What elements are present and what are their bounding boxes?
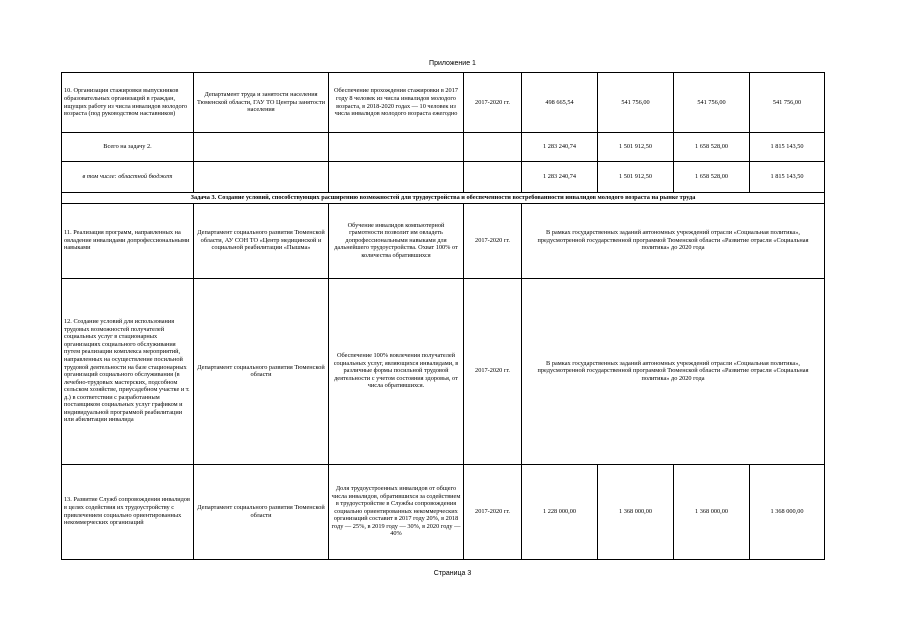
measure-name: 12. Создание условий для использования трудовых возможностей получателей социальных услуг в стационарных организациях социального обслуживания путем реализации комплекса мероприятий, направленных на осуществление посильной трудовой деятельности на базе стационарных организаций социального обслуживания (в лечебно-трудовых мастерских, подсобном сельском хозяйстве, приусадебном участке и т. д.) в соответствии с разработанным поставщиком социальных услуг графиком и индивидуальной программой реабилитации или абилитации инвалида	[62, 278, 194, 464]
value-2019: 1 658 528,00	[674, 133, 750, 162]
table-row	[62, 278, 825, 464]
table-row	[62, 203, 825, 278]
empty-cell	[464, 133, 522, 162]
table-row	[62, 73, 825, 133]
value-2017: 498 665,54	[522, 73, 598, 133]
task-3-heading: Задача 3. Создание условий, способствующих расширению возможностей для трудоустройства и обеспеченности востребованности инвалидов молодого возраста на рынке труда	[62, 193, 825, 204]
table-row	[62, 162, 825, 193]
value-2018: 1 501 912,50	[598, 162, 674, 193]
value-2020: 1 815 143,50	[750, 162, 825, 193]
value-2017: 1 283 240,74	[522, 162, 598, 193]
executor: Департамент социального развития Тюменской области	[194, 464, 329, 559]
expected-result: Обучение инвалидов компьютерной грамотности позволит им овладеть допрофессиональными навыками для дальнейшего трудоустройства. Охват 100% от количества обратившихся	[329, 203, 464, 278]
value-2017: 1 228 000,00	[522, 464, 598, 559]
value-2018: 541 756,00	[598, 73, 674, 133]
period: 2017-2020 гг.	[464, 278, 522, 464]
measure-name: 10. Организация стажировки выпускников образовательных организаций в граждан, ищущих работу из числа инвалидов молодого возраста (под руководством наставников)	[62, 73, 194, 133]
table-row	[62, 193, 825, 204]
period: 2017-2020 гг.	[464, 203, 522, 278]
measure-name: 11. Реализация программ, направленных на овладение инвалидами допрофессиональными навыками	[62, 203, 194, 278]
period: 2017-2020 гг.	[464, 73, 522, 133]
value-2019: 1 368 000,00	[674, 464, 750, 559]
value-2018: 1 501 912,50	[598, 133, 674, 162]
regional-budget-label: в том числе: областной бюджет	[62, 162, 194, 193]
value-2020: 1 815 143,50	[750, 133, 825, 162]
empty-cell	[194, 162, 329, 193]
empty-cell	[194, 133, 329, 162]
value-2019: 1 658 528,00	[674, 162, 750, 193]
empty-cell	[329, 133, 464, 162]
table-row	[62, 464, 825, 559]
table-row	[62, 133, 825, 162]
funding-note: В рамках государственных заданий автономных учреждений отрасли «Социальная политика», предусмотренной государственной программой Тюменской области «Развитие отрасли «Социальная политика» до 2020 года	[522, 203, 825, 278]
executor: Департамент труда и занятости населения Тюменской области, ГАУ ТО Центры занятости населения	[194, 73, 329, 133]
period: 2017-2020 гг.	[464, 464, 522, 559]
funding-note: В рамках государственных заданий автономных учреждений отрасли «Социальная политика», предусмотренной государственной программой Тюменской области «Развитие отрасли «Социальная политика» до 2020 года	[522, 278, 825, 464]
expected-result: Доля трудоустроенных инвалидов от общего числа инвалидов, обратившихся за содействием в трудоустройстве в Службы сопровождения социально ориентированных некоммерческих организаций составит в 2017 году 20%, в 2018 году — 25%, в 2019 году — 30%, в 2020 году — 40%	[329, 464, 464, 559]
value-2017: 1 283 240,74	[522, 133, 598, 162]
empty-cell	[329, 162, 464, 193]
value-2019: 541 756,00	[674, 73, 750, 133]
expected-result: Обеспечение прохождения стажировки в 2017 году 8 человек из числа инвалидов молодого возраста, в 2018-2020 годах — 10 человек из числа инвалидов молодого возраста ежегодно	[329, 73, 464, 133]
expected-result: Обеспечение 100% вовлечения получателей социальных услуг, являющихся инвалидами, в различные формы посильной трудовой деятельности с учетом состояния здоровья, от числа обратившихся.	[329, 278, 464, 464]
page-footer: Страница 3	[433, 570, 472, 577]
measure-name: 13. Развитие Служб сопровождения инвалидов в целях содействия их трудоустройству с привлечением социально ориентированных некоммерческих организаций	[62, 464, 194, 559]
total-label: Всего на задачу 2.	[62, 133, 194, 162]
executor: Департамент социального развития Тюменской области	[194, 278, 329, 464]
executor: Департамент социального развития Тюменской области, АУ СОН ТО «Центр медицинской и социальной реабилитации «Пышма»	[194, 203, 329, 278]
program-table	[61, 72, 825, 560]
value-2018: 1 368 000,00	[598, 464, 674, 559]
page-header: Приложение 1	[429, 60, 476, 67]
value-2020: 1 368 000,00	[750, 464, 825, 559]
empty-cell	[464, 162, 522, 193]
value-2020: 541 756,00	[750, 73, 825, 133]
